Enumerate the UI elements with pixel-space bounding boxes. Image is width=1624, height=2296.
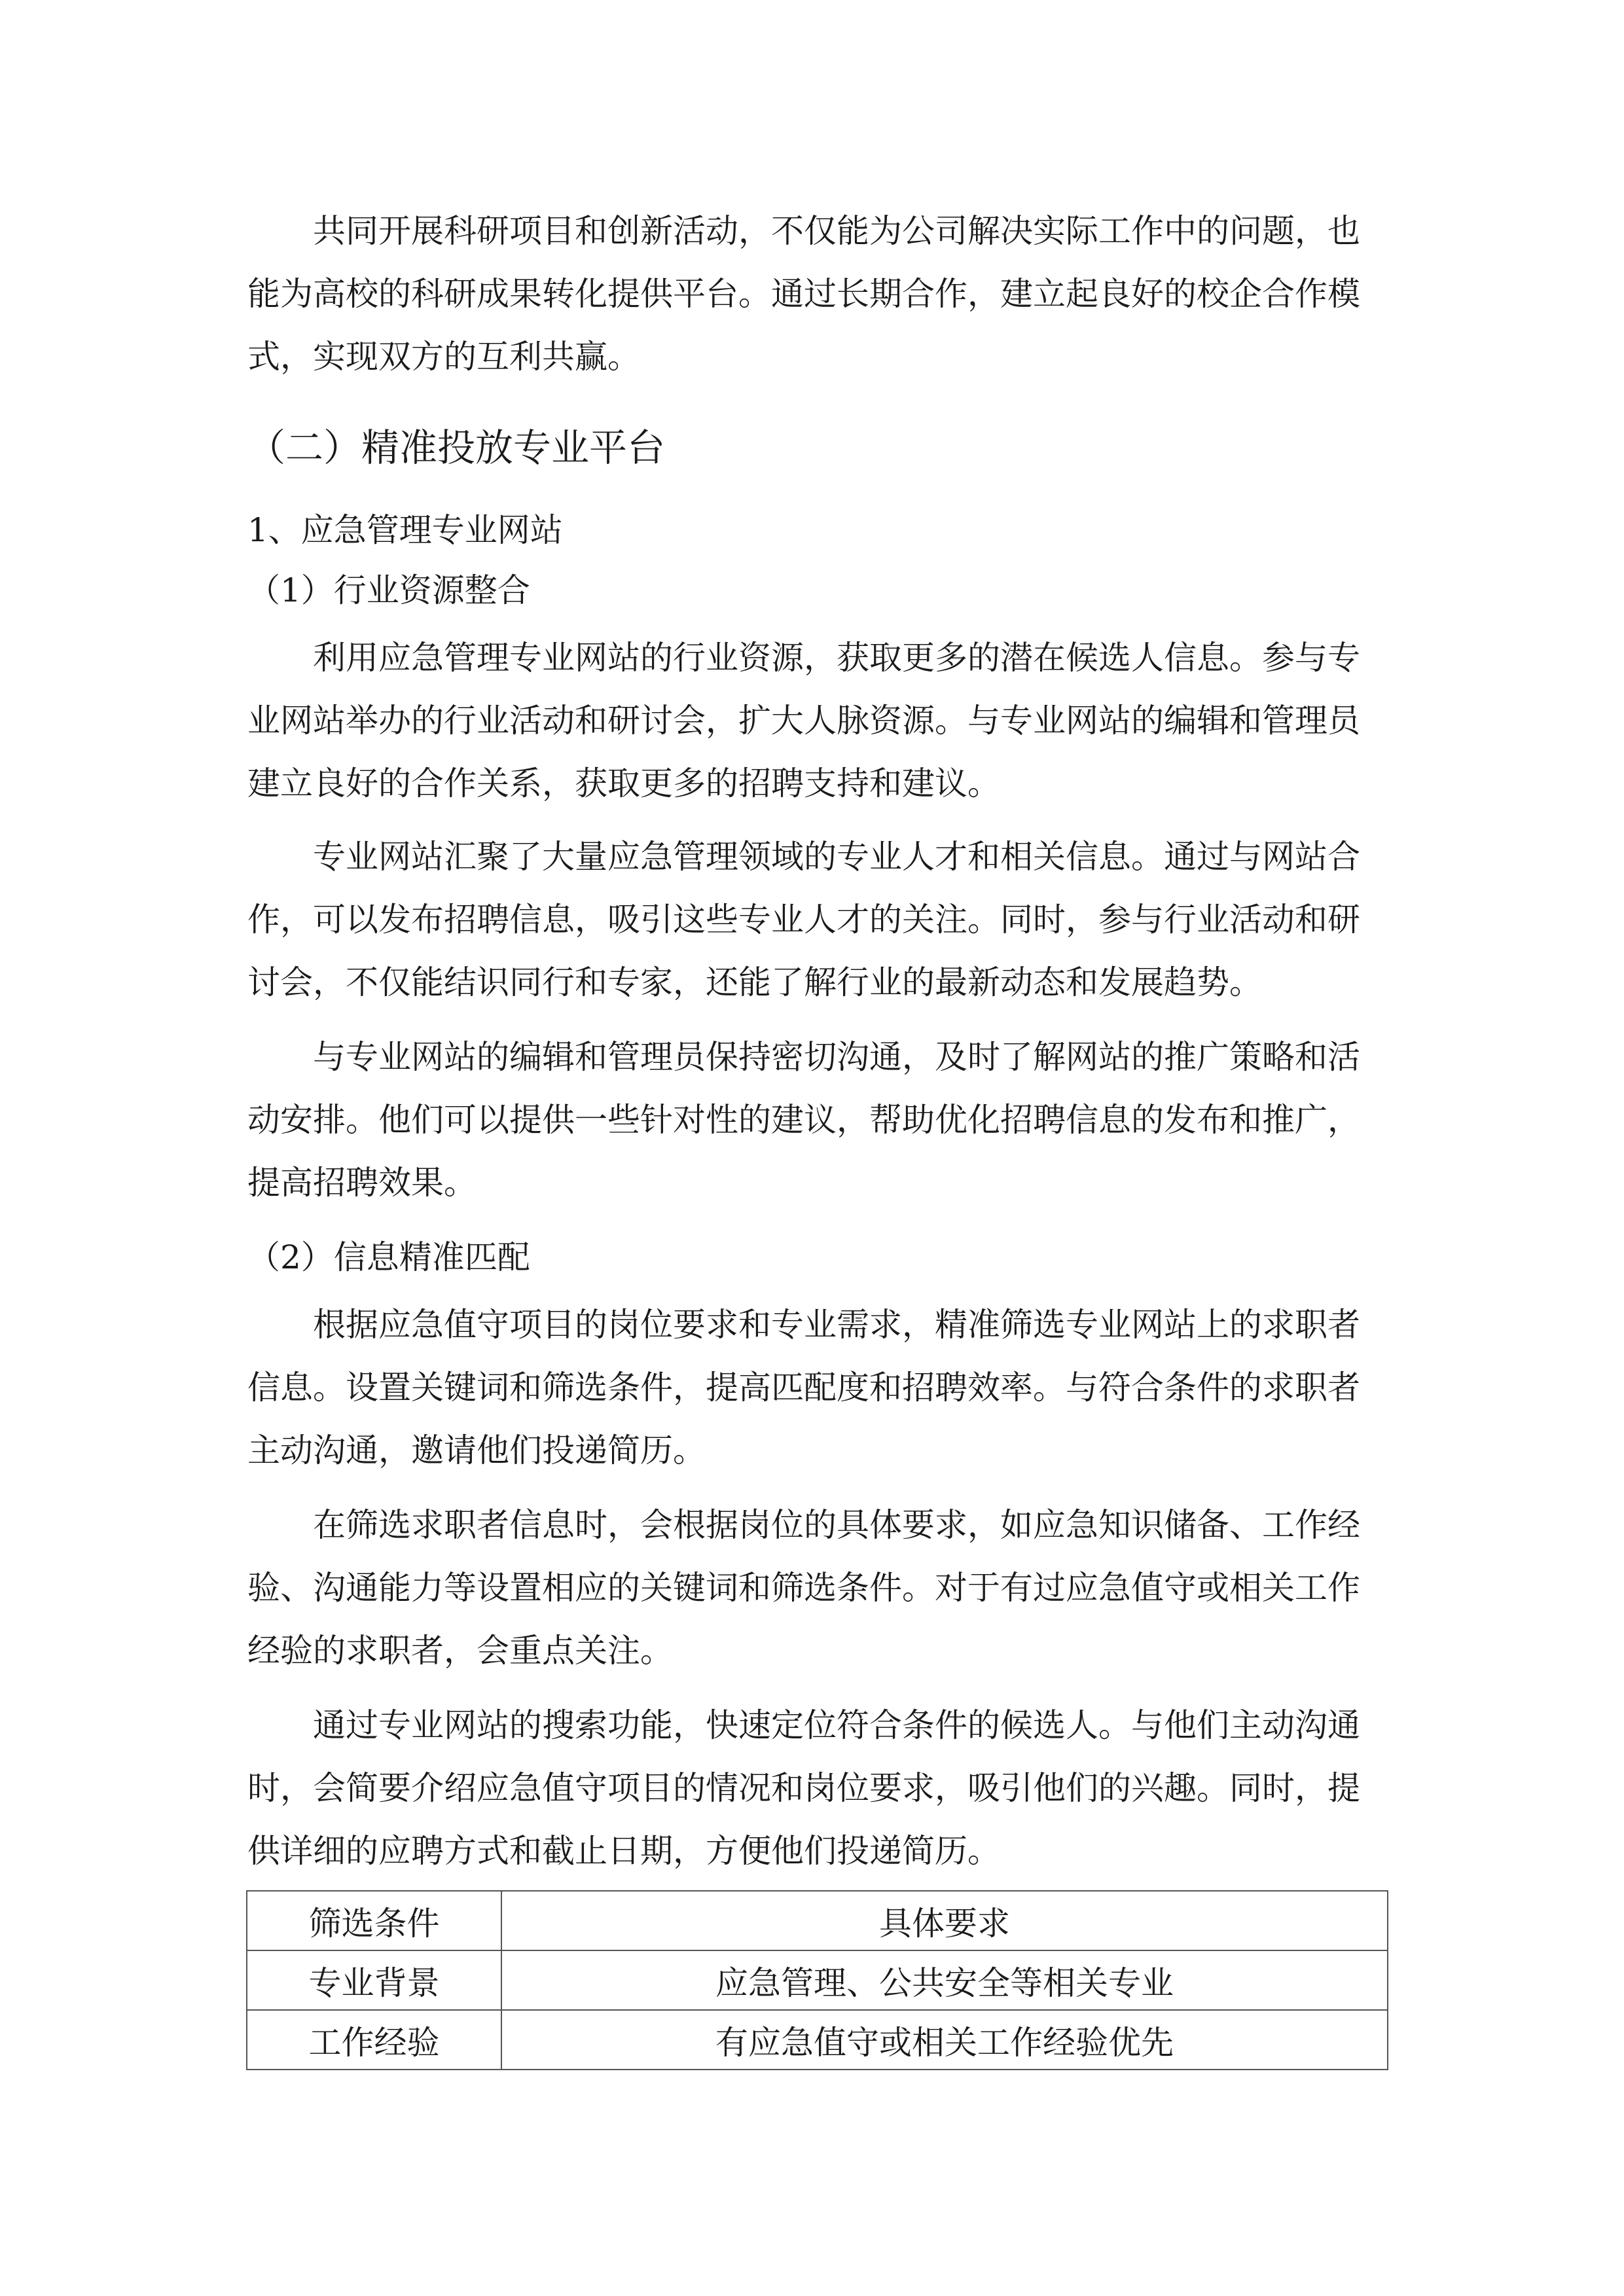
- paragraph-line: 建立良好的合作关系，获取更多的招聘支持和建议。: [247, 764, 1000, 802]
- paragraph-line: 经验的求职者，会重点关注。: [247, 1632, 673, 1670]
- paragraph: [247, 1293, 1360, 1482]
- table-row: [247, 1950, 1388, 2010]
- item-heading-1: （1）行业资源整合: [247, 571, 530, 609]
- paragraph-line: 讨会，不仅能结识同行和专家，还能了解行业的最新动态和发展趋势。: [247, 963, 1262, 1001]
- paragraph: [247, 1026, 1360, 1214]
- section-heading: （二）精准投放专业平台: [247, 425, 666, 470]
- table-header-cell: 具体要求: [501, 1891, 1388, 1950]
- paragraph-line: 与专业网站的编辑和管理员保持密切沟通，及时了解网站的推广策略和活: [313, 1038, 1360, 1076]
- paragraph-line: 根据应急值守项目的岗位要求和专业需求，精准筛选专业网站上的求职者: [313, 1306, 1360, 1344]
- paragraph-line: 验、沟通能力等设置相应的关键词和筛选条件。对于有过应急值守或相关工作: [247, 1569, 1360, 1607]
- paragraph-line: 业网站举办的行业活动和研讨会，扩大人脉资源。与专业网站的编辑和管理员: [247, 702, 1360, 740]
- paragraph-line: 供详细的应聘方式和截止日期，方便他们投递简历。: [247, 1832, 1000, 1870]
- table-row: [247, 2010, 1388, 2070]
- paragraph-line: 能为高校的科研成果转化提供平台。通过长期合作，建立起良好的校企合作模: [247, 275, 1360, 313]
- table-cell: 工作经验: [247, 2010, 501, 2070]
- paragraph-line: 共同开展科研项目和创新活动，不仅能为公司解决实际工作中的问题，也: [313, 212, 1360, 250]
- table-cell: 专业背景: [247, 1950, 501, 2010]
- paragraph-line: 在筛选求职者信息时，会根据岗位的具体要求，如应急知识储备、工作经: [313, 1506, 1360, 1544]
- paragraph-line: 信息。设置关键词和筛选条件，提高匹配度和招聘效率。与符合条件的求职者: [247, 1369, 1360, 1407]
- document-body: [247, 200, 1360, 2070]
- paragraph: [247, 626, 1360, 815]
- paragraph: [247, 1494, 1360, 1682]
- table-header-row: [247, 1891, 1388, 1950]
- paragraph-line: 主动沟通，邀请他们投递简历。: [247, 1431, 706, 1469]
- subsection-heading: 1、应急管理专业网站: [247, 511, 563, 549]
- table-header-cell: 筛选条件: [247, 1891, 501, 1950]
- paragraph-line: 作，可以发布招聘信息，吸引这些专业人才的关注。同时，参与行业活动和研: [247, 901, 1360, 939]
- paragraph: [247, 825, 1360, 1014]
- paragraph-line: 利用应急管理专业网站的行业资源，获取更多的潜在候选人信息。参与专: [313, 639, 1360, 677]
- paragraph-line: 提高招聘效果。: [247, 1164, 477, 1202]
- paragraph-line: 时，会简要介绍应急值守项目的情况和岗位要求，吸引他们的兴趣。同时，提: [247, 1769, 1360, 1807]
- item-heading-2: （2）信息精准匹配: [247, 1238, 530, 1276]
- paragraph-line: 通过专业网站的搜索功能，快速定位符合条件的候选人。与他们主动沟通: [313, 1706, 1360, 1744]
- paragraph-line: 专业网站汇聚了大量应急管理领域的专业人才和相关信息。通过与网站合: [313, 838, 1360, 876]
- table-cell: 应急管理、公共安全等相关专业: [501, 1950, 1388, 2010]
- paragraph: [247, 1694, 1360, 1882]
- table-cell: 有应急值守或相关工作经验优先: [501, 2010, 1388, 2070]
- paragraph-intro: [247, 200, 1360, 388]
- paragraph-line: 式，实现双方的互利共赢。: [247, 338, 640, 376]
- paragraph-line: 动安排。他们可以提供一些针对性的建议，帮助优化招聘信息的发布和推广，: [247, 1101, 1360, 1139]
- criteria-table: [246, 1890, 1388, 2070]
